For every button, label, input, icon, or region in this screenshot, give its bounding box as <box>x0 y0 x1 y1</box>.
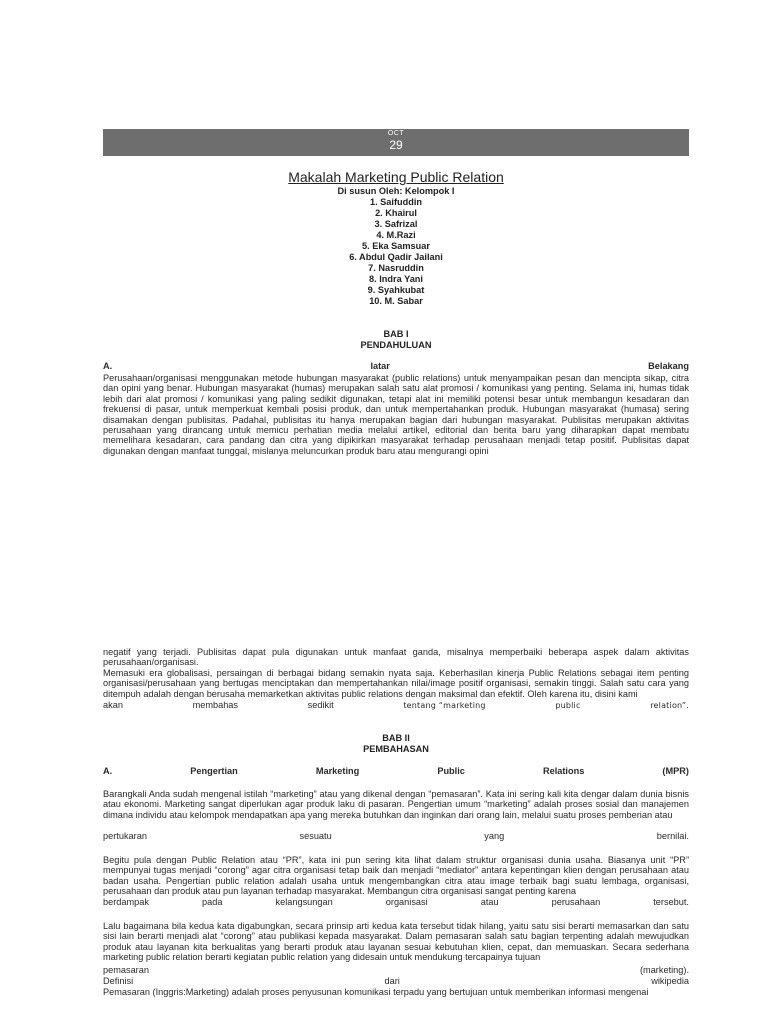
section-pengertian-heading <box>103 766 689 777</box>
paragraph-marketing: Barangkali Anda sudah mengenal istilah “marketing” atau yang dikenal dengan “pemasaran”. Kata ini sering kali kita dengar dalam dunia bisnis atau ekonomi. Marketing sangat diperlukan agar produk laku di pasaran. Pengertian umum “marketing” adalah proses sosial dan manajemen dimana individu atau kelompok mendapatkan apa yang mereka butuhkan dan inginkan dari orang lain, melalui suatu proses pemberian atau <box>103 789 689 820</box>
word: wikipedia <box>651 976 689 986</box>
bab2-title: BAB II <box>382 733 410 743</box>
heading-word: Relations <box>542 766 585 776</box>
document-title: Makalah Marketing Public Relation <box>288 169 504 185</box>
word: relation”. <box>650 701 689 710</box>
heading-word: latar <box>370 361 390 371</box>
bab1-subtitle: PENDAHULUAN <box>360 340 432 350</box>
paragraph-public-relation-lastline <box>103 897 689 908</box>
authors-heading: Di susun Oleh: Kelompok I <box>337 186 455 196</box>
paragraph-latar-belakang: Perusahaan/organisasi menggunakan metode hubungan masyarakat (public relations) untuk menyampaikan pesan dan mencipta sikap, citra dan opini yang benar. Hubungan masyarakat (humas) merupakan salah satu alat promosi / komunikasi yang penting. Selama ini, humas tidak lebih dari alat promosi / komunikasi yang paling sedikit digunakan, tetapi alat ini memiliki potensi besar untuk membangun kesadaran dan frekuensi di pasar, untuk memperkuat kembali posisi produk, dan untuk mempertahankan produk. Hubungan masyarakat (humasa) sering disamakan dengan publisitas. Padahal, publisitas itu hanya merupakan bagian dari hubungan masyarakat. Publisitas merupakan aktivitas perusahaan yang dirancang untuk memicu perhatian media melalui artikel, editorial dan berita baru yang diharapkan dapat membatu memelihara kesadaran, cara pandang dan citra yang dipikirkan masyarakat terhadap perusahaan menjadi tetap positif. Publisitas dapat digunakan dengan manfaat tunggal, mislanya meluncurkan produk baru atau mengurangi opini <box>103 373 689 456</box>
word: dari <box>384 976 400 986</box>
heading-word: Public <box>437 766 465 776</box>
word: atau <box>480 897 499 907</box>
author-item: 6. Abdul Qadir Jailani <box>349 252 443 262</box>
heading-word: A. <box>103 361 113 371</box>
heading-word: A. <box>103 766 113 776</box>
word: sesuatu <box>299 831 332 841</box>
word: Definisi <box>103 976 134 986</box>
author-item: 5. Eka Samsuar <box>362 241 430 251</box>
author-item: 2. Khairul <box>375 208 417 218</box>
paragraph-globalisasi: Memasuki era globalisasi, persaingan di berbagai bidang semakin nyata saja. Keberhasilan kinerja Public Relations sebagai item penting organisasi/perusahaan yang bertugas menciptakan dan mempertahankan nilai/image positif organisasi, semakin tinggi. Salah satu cara yang ditempuh adalah dengan berusaha memarketkan aktivitas public relations dengan maksimal dan efektif. Oleh karena itu, disini kami <box>103 668 689 699</box>
word: pemasaran <box>103 965 149 975</box>
paragraph-pemasaran: Pemasaran (Inggris:Marketing) adalah proses penyusunan komunikasi terpadu yang bertujuan untuk memberikan informasi mengenai <box>103 987 649 997</box>
word: tersebut. <box>653 897 689 907</box>
heading-word: (MPR) <box>662 766 689 776</box>
author-item: 7. Nasruddin <box>368 263 424 273</box>
paragraph-definisi-row <box>103 976 689 987</box>
word: sedikit <box>307 700 334 710</box>
word: akan <box>103 700 123 710</box>
bab2-heading <box>103 733 689 755</box>
word: perusahaan <box>551 897 601 907</box>
word: kelangsungan <box>275 897 333 907</box>
word: public <box>555 701 581 710</box>
paragraph-public-relation: Begitu pula dengan Public Relation atau “PR”, kata ini pun sering kita lihat dalam struktur organisasi dunia usaha. Biasanya unit “PR” mempunyai tugas menjadi “corong” agar citra organisasi tetap baik dan menjadi “mediator” antara kepentingan klien dengan perusahaan atau badan usaha. Pengertian public relation adalah usaha untuk mengembangkan citra atau image terbaik bagi suatu lembaga, organisasi, perusahaan dan produk atau pun layanan terhadap masyarakat. Membangun citra organisasi sangat penting karena <box>103 855 689 897</box>
author-item: 4. M.Razi <box>376 230 416 240</box>
author-item: 9. Syahkubat <box>367 285 425 295</box>
heading-word: Marketing <box>315 766 360 776</box>
paragraph-gabungan-row1 <box>103 965 689 976</box>
author-item: 10. M. Sabar <box>369 296 423 306</box>
author-item: 1. Saifuddin <box>369 197 423 207</box>
paragraph-negatif: negatif yang terjadi. Publisitas dapat pula digunakan untuk manfaat ganda, misalnya memperbaiki beberapa aspek dalam aktivitas perusahaan/organisasi. <box>103 647 689 668</box>
word: pertukaran <box>103 831 147 841</box>
bab1-title: BAB I <box>383 329 409 339</box>
word: berdampak <box>103 897 149 907</box>
word: yang <box>484 831 505 841</box>
word: (marketing). <box>639 965 689 975</box>
paragraph-marketing-lastline <box>103 831 689 842</box>
paragraph-globalisasi-lastline <box>103 700 689 711</box>
date-month: OCT <box>387 130 405 137</box>
author-item: 3. Safrizal <box>374 219 418 229</box>
bab2-subtitle: PEMBAHASAN <box>363 744 429 754</box>
author-item: 8. Indra Yani <box>369 274 423 284</box>
word: tentang “marketing <box>403 701 486 710</box>
date-band <box>103 129 689 156</box>
word: organisasi <box>385 897 428 907</box>
bab1-heading <box>103 329 689 351</box>
paragraph-gabungan: Lalu bagaimana bila kedua kata digabungkan, secara prinsip arti kedua kata tersebut tidak hilang, yaitu satu sisi berarti memasarkan dan satu sisi lain berarti menjadi alat “corong” atau publikasi kepada masyarakat. Dalam pemasaran salah satu bagian terpenting adalah mewujudkan produk atau layanan kita berkualitas yang berarti produk atau layanan sesuai kebutuhan klien, cepat, dan memuaskan. Secara sederhana marketing public relation berarti kegiatan public relation yang didesain untuk mendukung tercapainya tujuan <box>103 921 689 963</box>
word: pada <box>202 897 223 907</box>
heading-word: Pengertian <box>190 766 238 776</box>
heading-word: Belakang <box>648 361 689 371</box>
authors-block <box>103 186 689 307</box>
word: bernilai. <box>656 831 689 841</box>
date-day: 29 <box>389 138 403 152</box>
word: membahas <box>192 700 239 710</box>
section-a-heading <box>103 361 689 372</box>
